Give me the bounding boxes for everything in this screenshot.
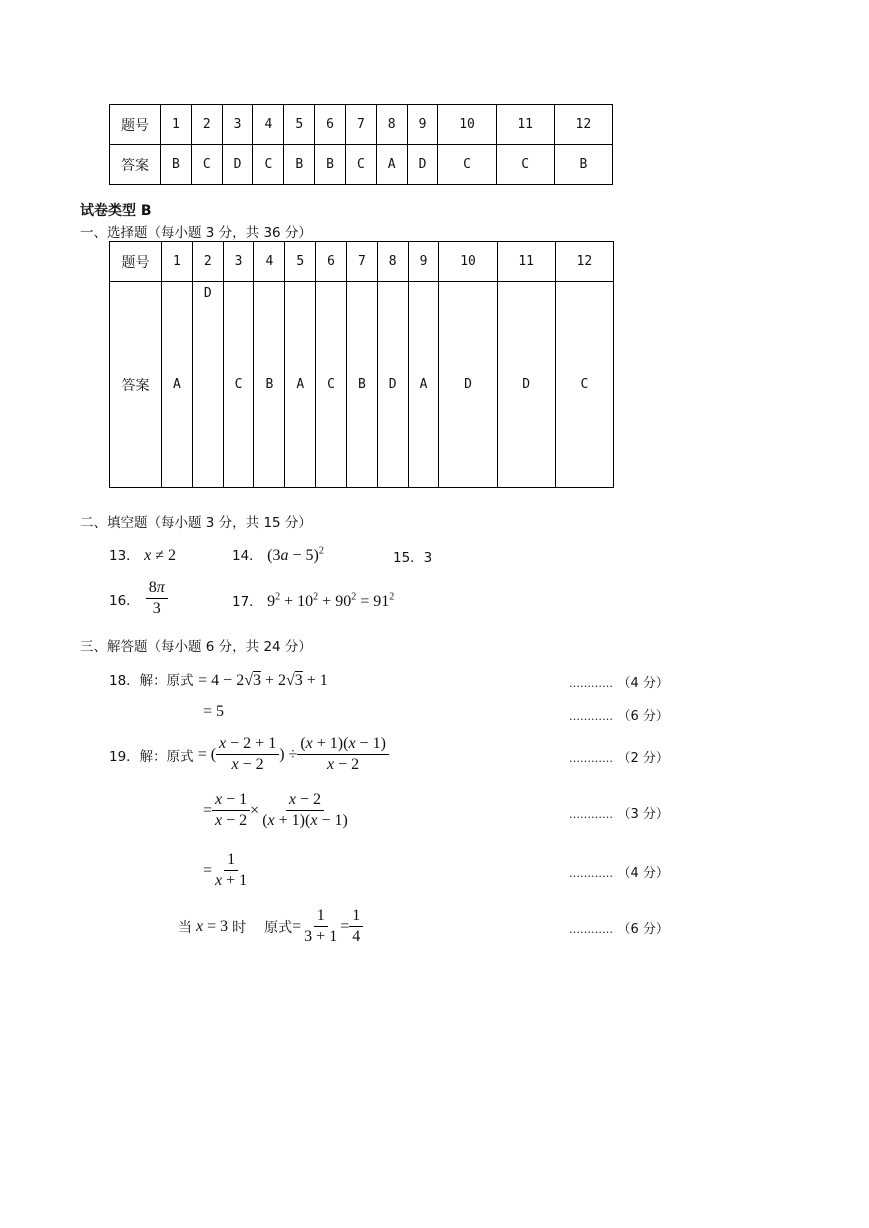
table-b-num: 10 <box>439 242 497 282</box>
when-text: 当 <box>178 919 192 936</box>
q13-math: x ≠ 2 <box>144 547 177 564</box>
table-b-answer: D <box>377 282 408 488</box>
table-a-answer: B <box>554 145 612 185</box>
table-b-answer: B <box>346 282 377 488</box>
table-b-answer: A <box>408 282 439 488</box>
table-a-answer: D <box>407 145 438 185</box>
q13-number: 13． <box>109 548 140 564</box>
q16-fraction: $\frac{8\pi}{3}$ <box>146 578 168 619</box>
table-b-num: 2 <box>192 242 223 282</box>
table-b-num: 7 <box>346 242 377 282</box>
q19-line2: = $\frac{x - 1}{x - 2}$ × $\frac{x - 2}{(x + 1)(x - 1)}$ <box>203 791 348 829</box>
table-b-num: 8 <box>377 242 408 282</box>
dots: ………… <box>569 752 613 765</box>
q14-math: $(3a - 5)^2$ <box>267 545 324 564</box>
table-a-answer: C <box>191 145 222 185</box>
score: （6 分） <box>617 922 669 937</box>
table-b-answer: D <box>192 282 223 488</box>
table-b-num: 12 <box>555 242 613 282</box>
dots: ………… <box>569 710 613 723</box>
score-line-1 <box>569 672 669 691</box>
table-b-num: 4 <box>254 242 285 282</box>
table-b-answer: D <box>439 282 497 488</box>
score-line-5 <box>569 862 669 881</box>
table-a-num: 5 <box>284 105 315 145</box>
orig-label: 原式 <box>264 919 293 936</box>
table-b-num: 11 <box>497 242 555 282</box>
when-math: x = 3 <box>196 917 233 935</box>
section2-title: 二、填空题（每小题 3 分，共 15 分） <box>80 515 312 531</box>
table-a-num: 1 <box>161 105 192 145</box>
table-a-answer: B <box>284 145 315 185</box>
score-line-6 <box>569 918 669 937</box>
dots: ………… <box>569 867 613 880</box>
table-b-num: 9 <box>408 242 439 282</box>
table-a-num: 11 <box>496 105 554 145</box>
table-a-answer: C <box>438 145 496 185</box>
q18-expr: = 4 − 2√3 + 2√3 + 1 <box>198 672 328 689</box>
q16-number: 16． <box>109 592 140 609</box>
table-a-num: 9 <box>407 105 438 145</box>
table-a-num: 2 <box>191 105 222 145</box>
q19-line1 <box>109 734 389 775</box>
score-line-2 <box>569 705 669 724</box>
table-a-row1-label: 题号 <box>110 105 161 145</box>
q19-line4 <box>178 906 363 947</box>
table-a-answer: D <box>222 145 253 185</box>
score: （4 分） <box>617 676 669 691</box>
table-a-answer: B <box>315 145 346 185</box>
answer-15: 15．3 <box>393 550 433 566</box>
answer-table-a <box>109 104 613 185</box>
table-b-answer: B <box>254 282 285 488</box>
score: （4 分） <box>617 866 669 881</box>
table-a-num: 8 <box>376 105 407 145</box>
type-b-title: 试卷类型 B <box>80 203 152 219</box>
table-a-num: 7 <box>345 105 376 145</box>
score: （3 分） <box>617 807 669 822</box>
answer-table-b <box>109 241 614 488</box>
table-b-answer: C <box>555 282 613 488</box>
section1-title: 一、选择题（每小题 3 分，共 36 分） <box>80 225 312 241</box>
q19-expr: = ( $\frac{x - 2 + 1}{x - 2}$ ) ÷ $\frac{(x + 1)(x - 1)}{x - 2}$ <box>194 734 389 775</box>
table-b-num: 5 <box>285 242 316 282</box>
score-line-3 <box>569 747 669 766</box>
table-b-answer: A <box>162 282 193 488</box>
q19-line3: = $\frac{1}{x + 1}$ <box>203 851 248 889</box>
q14-number: 14． <box>232 548 263 564</box>
q17-number: 17． <box>232 594 263 610</box>
table-b-num: 1 <box>162 242 193 282</box>
table-b-answer: C <box>223 282 254 488</box>
answer-13 <box>109 544 176 565</box>
table-b-answer: A <box>285 282 316 488</box>
section3-title: 三、解答题（每小题 6 分，共 24 分） <box>80 639 312 655</box>
table-a-row2-label: 答案 <box>110 145 161 185</box>
table-a-answer: C <box>253 145 284 185</box>
answer-16 <box>109 578 168 619</box>
score: （2 分） <box>617 751 669 766</box>
final-math: = $\frac{1}{3 + 1}$ = $\frac{1}{4}$ <box>292 906 363 947</box>
table-a-answer: C <box>345 145 376 185</box>
q18-prefix: 18．解：原式 <box>109 673 194 689</box>
table-b-num: 3 <box>223 242 254 282</box>
dots: ………… <box>569 808 613 821</box>
table-a-num: 3 <box>222 105 253 145</box>
when-tail: 时 <box>232 919 247 936</box>
table-b-row1-label: 题号 <box>110 242 162 282</box>
table-a-num: 6 <box>315 105 346 145</box>
q19-prefix: 19．解：原式 <box>109 748 194 765</box>
table-a-num: 4 <box>253 105 284 145</box>
table-b-num: 6 <box>316 242 347 282</box>
table-b-row2-label: 答案 <box>110 282 162 488</box>
table-b-answer: D <box>497 282 555 488</box>
score: （6 分） <box>617 709 669 724</box>
table-a-answer: C <box>496 145 554 185</box>
dots: ………… <box>569 677 613 690</box>
answer-17 <box>232 590 394 611</box>
q18-line1 <box>109 669 328 690</box>
table-a-answer: A <box>376 145 407 185</box>
table-a-answer: B <box>161 145 192 185</box>
table-a-num: 12 <box>554 105 612 145</box>
table-a-num: 10 <box>438 105 496 145</box>
answer-14 <box>232 544 324 565</box>
score-line-4 <box>569 803 669 822</box>
table-b-answer: C <box>316 282 347 488</box>
dots: ………… <box>569 923 613 936</box>
q18-line2: = 5 <box>203 703 225 720</box>
q17-math: $9^2 + 10^2 + 90^2 = 91^2$ <box>267 591 395 610</box>
